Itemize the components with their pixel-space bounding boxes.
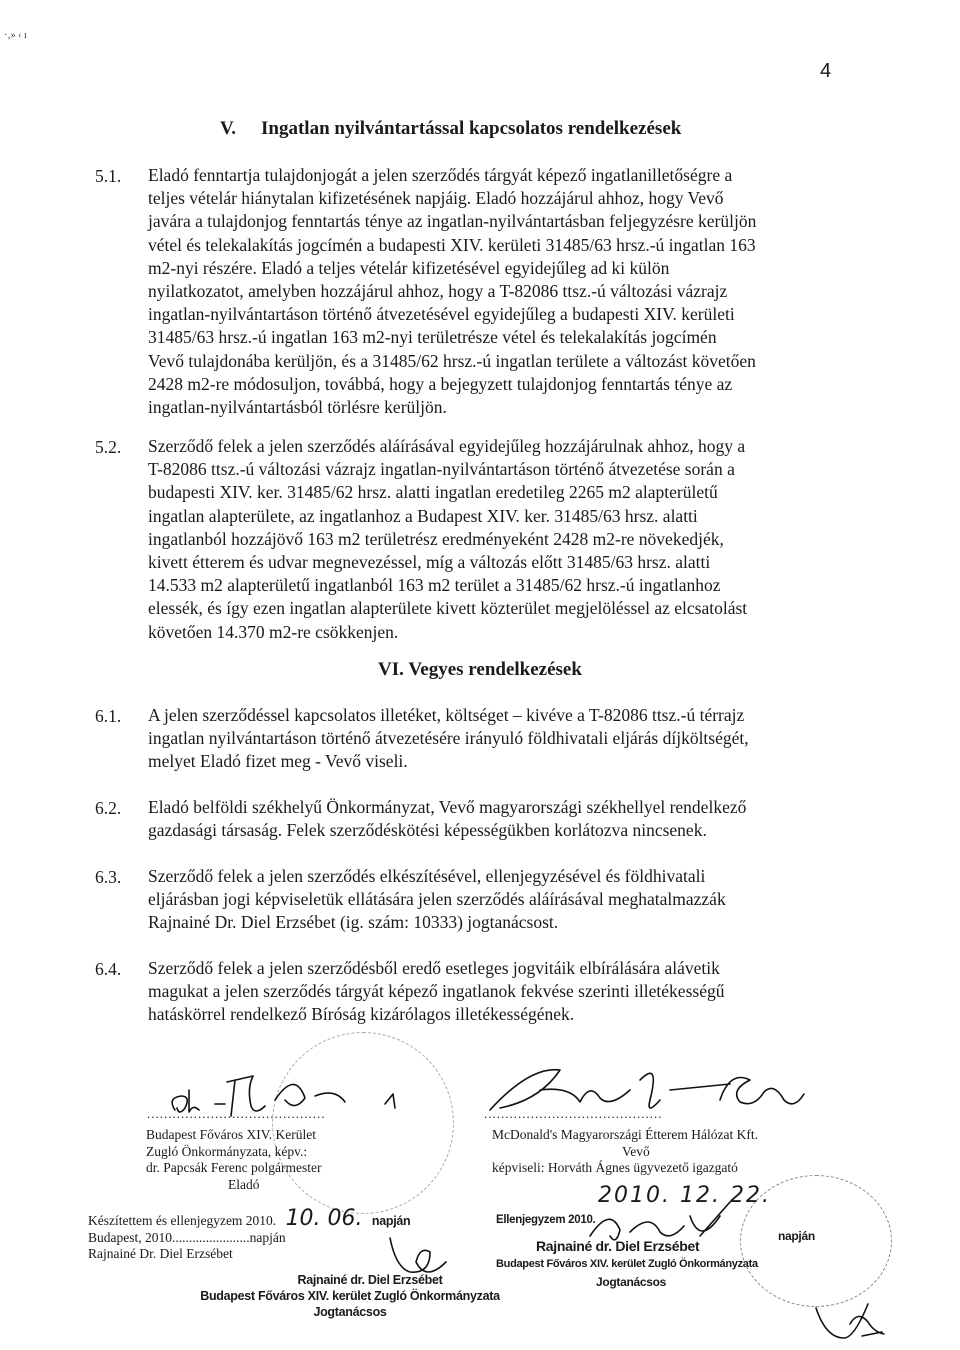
countersign-right-line-2: Rajnainé dr. Diel Erzsébet xyxy=(536,1238,700,1254)
buyer-name-line: McDonald's Magyarországi Étterem Hálózat Kft. xyxy=(492,1127,758,1142)
countersign-line-1-prefix: Készítettem és ellenjegyzem 2010. xyxy=(88,1213,277,1228)
countersign-handwritten-date: 10. 06. xyxy=(285,1206,363,1231)
paragraph-line: kivett étterem és udvar megnevezéssel, míg a változás előtt 31485/63 hrsz. alatti xyxy=(148,552,711,573)
countersign-line-1-suffix: napján xyxy=(371,1214,411,1228)
paragraph-line: hatáskörrel rendelkező Bíróság kizárólagos illetékességének. xyxy=(148,1004,575,1025)
paragraph-number-6-1: 6.1. xyxy=(95,706,122,726)
section-v-title: Ingatlan nyilvántartással kapcsolatos rendelkezések xyxy=(261,118,682,139)
paragraph-line: T-82086 ttsz.-ú változási vázrajz ingatlan-nyilvántartáson történő átvezetése során a xyxy=(148,459,735,480)
paragraph-line: A jelen szerződéssel kapcsolatos illetéket, költséget – kivéve a T-82086 ttsz.-ú térrajz xyxy=(148,705,745,725)
paragraph-5-1 xyxy=(148,164,838,419)
paragraph-line: ingatlan-nyilvántartáson történő átvezetésével egyidejűleg a budapesti XIV. kerületi xyxy=(148,304,735,325)
paragraph-line: budapesti XIV. ker. 31485/62 hrsz. alatti ingatlan eredetileg 2265 m2 alapterületű xyxy=(148,482,718,503)
paragraph-line: javára a tulajdonjog fenntartás ténye az ingatlan-nyilvántartásban feljegyzésre kerüljön xyxy=(148,211,757,232)
paragraph-line: elessék, és így ezen ingatlan alapterülete kivett közterület megjelöléssel az elcsatolást xyxy=(148,598,748,619)
paragraph-line: követően 14.370 m2-re csökkenjen. xyxy=(148,621,399,642)
buyer-signatory-block xyxy=(492,1127,832,1177)
countersign-right-line-3: Budapest Főváros XIV. kerület Zugló Önkormányzata xyxy=(496,1258,758,1270)
paragraph-number-6-4: 6.4. xyxy=(95,959,122,979)
section-vi-title: VI. Vegyes rendelkezések xyxy=(378,659,582,680)
countersign-right-line-1: Ellenjegyzem 2010. xyxy=(496,1214,596,1226)
paragraph-line: gazdasági társaság. Felek szerződéskötési képességükben korlátozva nincsenek. xyxy=(148,820,707,841)
paragraph-6-4 xyxy=(148,957,838,1027)
paragraph-line: Rajnainé Dr. Diel Erzsébet (ig. szám: 10333) jogtanácsost. xyxy=(148,912,559,933)
buyer-signature-dots: .......................................... xyxy=(484,1106,663,1121)
paragraph-6-1 xyxy=(148,704,838,774)
countersign-right-line-4: Jogtanácsos xyxy=(596,1275,667,1289)
countersign-line-3: Rajnainé Dr. Diel Erzsébet xyxy=(88,1246,233,1261)
seller-mayor-line: dr. Papcsák Ferenc polgármester xyxy=(146,1160,322,1175)
seller-representative-line: Zugló Önkormányzata, képv.: xyxy=(146,1143,308,1159)
paragraph-number-5-2: 5.2. xyxy=(95,437,122,457)
paragraph-line: 31485/63 hrsz.-ú ingatlan 163 m2-nyi területrésze vétel és telekalakítás jogcímén xyxy=(148,327,717,348)
paragraph-number-5-1: 5.1. xyxy=(95,166,122,186)
page-number: 4 xyxy=(820,60,832,82)
paragraph-line: ingatlanból hozzájövő 163 m2 területrész eredményeként 2428 m2-re növekedjék, xyxy=(148,528,724,549)
paragraph-line: magukat a jelen szerződés tárgyát képező ingatlanok fekvése szerinti illetékességű xyxy=(148,981,725,1002)
countersign-stamp-name: Rajnainé dr. Diel Erzsébet xyxy=(297,1273,443,1287)
countersign-stamp-office: Budapest Főváros XIV. kerület Zugló Önkormányzata xyxy=(200,1289,500,1303)
countersign-line-2: Budapest, 2010.......................napján xyxy=(88,1229,286,1245)
paragraph-line: vétel és telekalakítás jogcímén a budapesti XIV. kerületi 31485/63 hrsz.-ú ingatlan 163 xyxy=(148,234,756,255)
paragraph-line: nyilatkozatot, amelyben hozzájárul ahhoz, hogy a T-82086 ttsz.-ú változási vázrajz xyxy=(148,281,728,302)
paragraph-line: teljes vételár hiánytalan kifizetésének napjáig. Eladó hozzájárul ahhoz, hogy Vevő xyxy=(148,188,724,209)
paraph-initial xyxy=(810,1300,890,1345)
countersign-signature-right xyxy=(580,1196,740,1256)
paragraph-line: Vevő tulajdonába kerüljön, és a 31485/62 hrsz.-ú ingatlan területe a változást követően xyxy=(148,350,756,371)
paragraph-line: ingatlan nyilvántartáson történő átvezetésére irányuló földhivatali eljárás díjköltségét, xyxy=(148,728,749,749)
paragraph-line: Szerződő felek a jelen szerződés elkészítésével, ellenjegyzésével és földhivatali xyxy=(148,866,706,886)
seller-name-line: Budapest Főváros XIV. Kerület xyxy=(146,1127,316,1142)
corner-marks: ·‚» ‹ ı xyxy=(4,30,27,41)
seller-signature-dots: .......................................... xyxy=(147,1106,326,1121)
seller-role: Eladó xyxy=(228,1176,260,1192)
section-v-numeral: V. xyxy=(220,118,237,139)
paragraph-number-6-3: 6.3. xyxy=(95,867,122,887)
paragraph-6-3 xyxy=(148,865,838,935)
paragraph-line: Szerződő felek a jelen szerződés aláírásával egyidejűleg hozzájárulnak ahhoz, hogy a xyxy=(148,436,746,456)
paragraph-5-2 xyxy=(148,435,838,644)
buyer-role: Vevő xyxy=(622,1143,650,1159)
paragraph-number-6-2: 6.2. xyxy=(95,798,122,818)
seller-signatory-block xyxy=(146,1127,476,1193)
countersign-signature-left xyxy=(380,1218,460,1288)
paragraph-line: ingatlan alapterülete, az ingatlanhoz a Budapest XIV. ker. 31485/63 hrsz. alatti xyxy=(148,505,698,526)
paragraph-line: Eladó belföldi székhelyű Önkormányzat, Vevő magyarországi székhellyel rendelkező xyxy=(148,797,747,817)
countersign-stamp-title: Jogtanácsos xyxy=(313,1305,387,1319)
buyer-representative-line: képviseli: Horváth Ágnes ügyvezető igazgató xyxy=(492,1160,738,1175)
right-round-stamp xyxy=(740,1175,892,1307)
paragraph-line: ingatlan-nyilvántartásból törlésre kerüljön. xyxy=(148,397,447,418)
paragraph-line: m2-nyi részére. Eladó a teljes vételár kifizetésével egyidejűleg ad ki külön xyxy=(148,257,670,278)
paragraph-line: Eladó fenntartja tulajdonjogát a jelen szerződés tárgyát képező ingatlanilletőségre a xyxy=(148,165,733,185)
paragraph-line: melyet Eladó fizet meg - Vevő viseli. xyxy=(148,751,408,772)
paragraph-line: eljárásban jogi képviseletük ellátására jelen szerződés aláírásával meghatalmazzák xyxy=(148,889,726,910)
right-stamp-text: napján xyxy=(778,1229,815,1243)
paragraph-line: Szerződő felek a jelen szerződésből eredő esetleges jogvitáik elbírálására alávetik xyxy=(148,958,720,978)
paragraph-line: 2428 m2-re módosuljon, továbbá, hogy a bejegyzett tulajdonjog fenntartás ténye az xyxy=(148,373,733,394)
paragraph-line: 14.533 m2 alapterületű ingatlanból 163 m2 terület a 31485/62 hrsz.-ú ingatlanhoz xyxy=(148,575,721,596)
paragraph-6-2 xyxy=(148,796,838,842)
buyer-handwritten-date: 2010. 12. 22. xyxy=(598,1183,771,1208)
